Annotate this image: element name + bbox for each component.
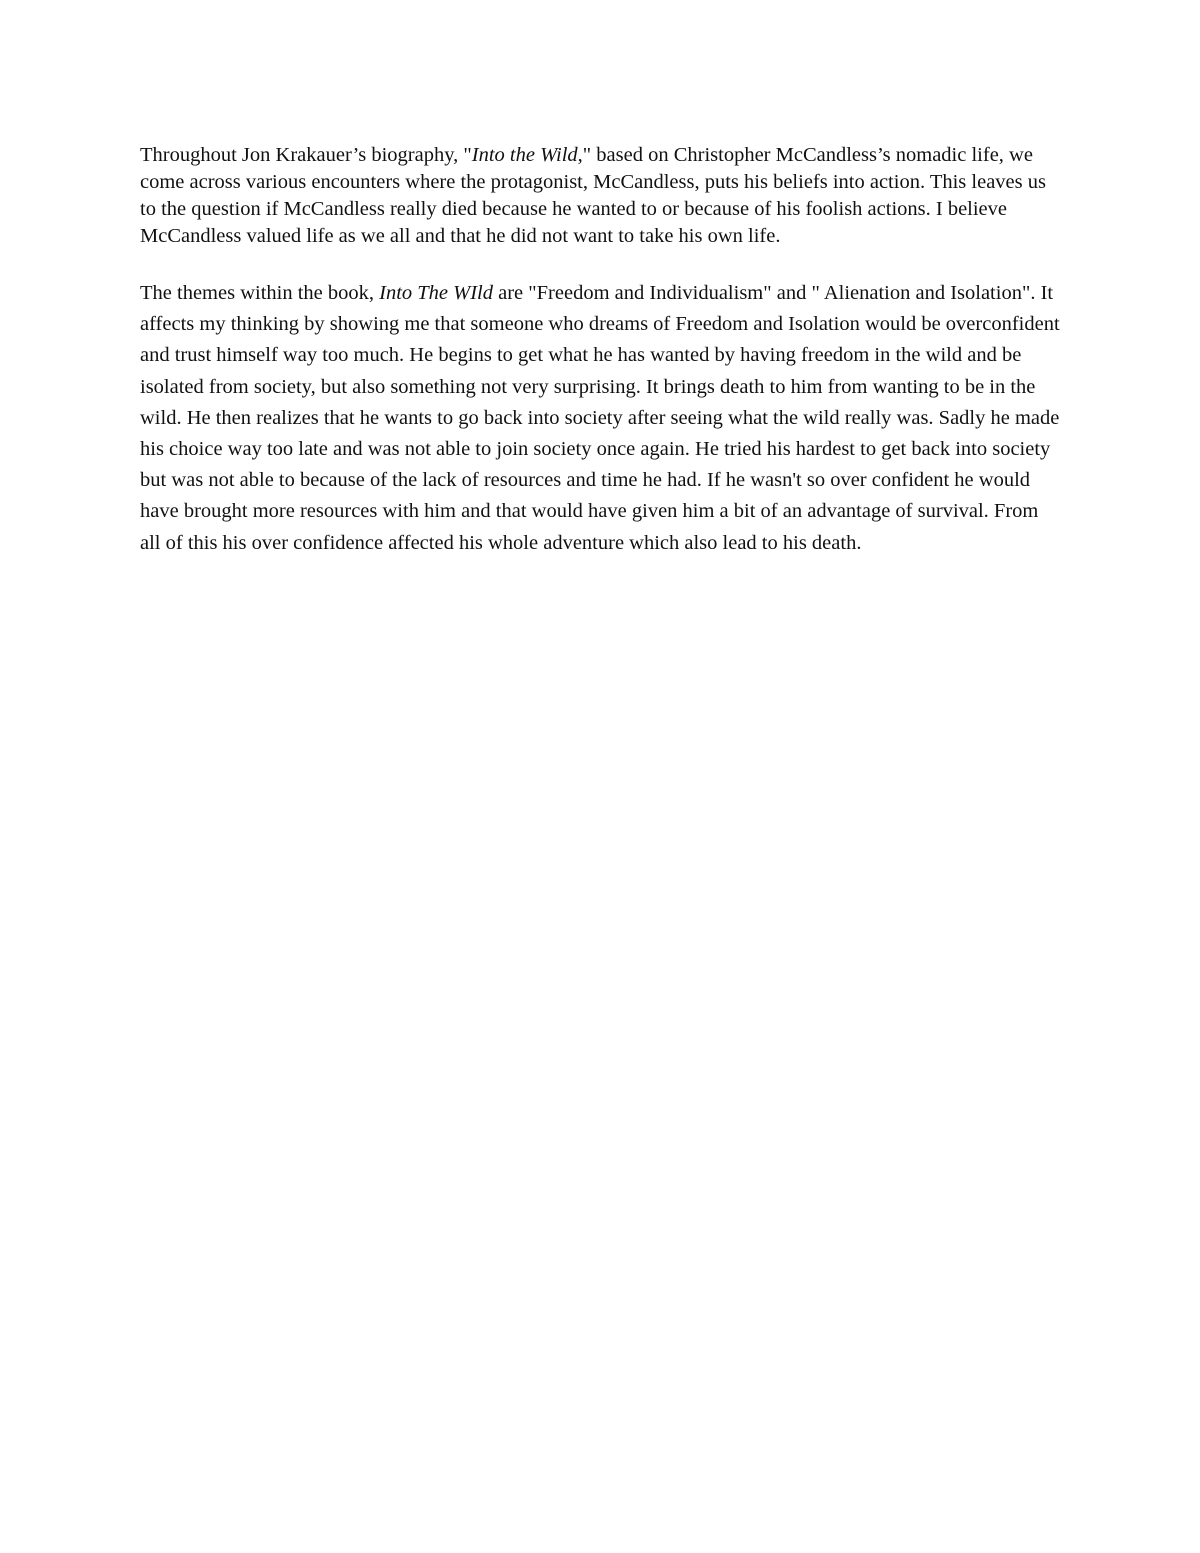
book-title-italic: Into the Wild (471, 144, 578, 166)
document-body (140, 142, 1060, 559)
paragraph-intro-text-b: ," based on Christopher McCandless’s nomadic life, we come across various encounters where the protagonist, McCandless, puts his beliefs into action. This leaves us to the question if McCandless really died because he wanted to or because of his foolish actions. I believe McCandless valued life as we all and that he did not want to take his own life. (140, 144, 1046, 247)
paragraph-themes-text-b: are "Freedom and Individualism" and " Alienation and Isolation". It affects my thinking by showing me that someone who dreams of Freedom and Isolation would be overconfident and trust himself way too much. He begins to get what he has wanted by having freedom in the wild and be isolated from society, but also something not very surprising. It brings death to him from wanting to be in the wild. He then realizes that he wants to go back into society after seeing what the wild really was. Sadly he made his choice way too late and was not able to join society once again. He tried his hardest to get back into society but was not able to because of the lack of resources and time he had. If he wasn't so over confident he would have brought more resources with him and that would have given him a bit of an advantage of survival. From all of this his over confidence affected his whole adventure which also lead to his death. (140, 282, 1060, 554)
paragraph-themes-text-a: The themes within the book, (140, 282, 380, 304)
paragraph-intro-text-a: Throughout Jon Krakauer’s biography, " (140, 144, 472, 166)
book-title-italic-2: Into The WIld (379, 282, 493, 304)
paragraph-themes (140, 278, 1060, 559)
paragraph-intro (140, 142, 1060, 250)
